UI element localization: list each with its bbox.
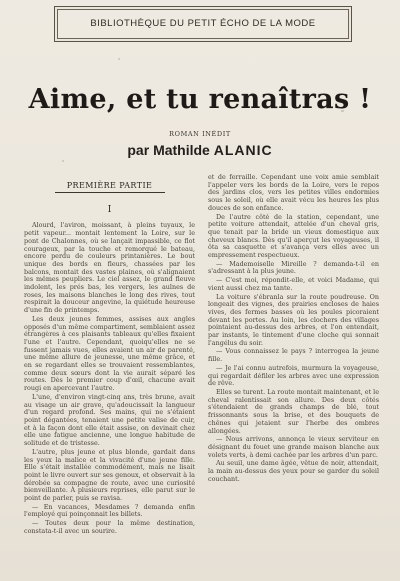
novel-title: Aime, et tu renaîtras ! xyxy=(28,84,372,115)
left-column xyxy=(24,176,195,572)
author-first-name: Mathilde xyxy=(153,142,210,158)
right-paragraph: — Mademoiselle Mireille ? demanda-t-il en s'adressant à la plus jeune. xyxy=(208,259,379,276)
paper-speck xyxy=(118,58,120,60)
left-paragraph: L'autre, plus jeune et plus blonde, gardait dans les yeux la malice et la vivacité d'une jeune fille. Elle s'était installée commodément, mais ne lisait point le livre ouvert sur ses genoux, et observait à la dérobée sa compagne de route, avec une curiosité bienveillante. À plusieurs reprises, elle parut sur le point de parler, puis se ravisa. xyxy=(24,447,195,503)
right-paragraph: La voiture s'ébranla sur la route poudreuse. On longeait des vignes, des prairies encloses de haies vives, des fermes basses où les poules picoraient devant les portes. Au loin, les clochers des villages pointaient au-dessus des arbres, et l'on entendait, par instants, le tintement d'une cloche qui sonnait l'angélus du soir. xyxy=(208,292,379,347)
part-rule xyxy=(55,192,165,193)
right-paragraph: — C'est moi, répondit-elle, et voici Madame, qui vient aussi chez ma tante. xyxy=(208,276,379,292)
right-paragraph: — Je l'ai connu autrefois, murmura la voyageuse, qui regardait défiler les arbres avec une expression de rêve. xyxy=(208,363,379,388)
right-paragraph: De l'autre côté de la station, cependant, une petite voiture attendait, attelée d'un cheval gris, que tenait par la bride un vieux domestique aux cheveux blancs. Dès qu'il aperçut les voyageuses, il ôta sa casquette et s'avança vers elles avec un empressement respectueux. xyxy=(208,212,379,260)
author-prefix: par xyxy=(127,142,150,158)
paper-speck xyxy=(62,160,64,162)
paper-speck xyxy=(341,110,344,112)
novel-subtitle: ROMAN INÉDIT xyxy=(169,130,231,138)
chapter-number: I xyxy=(107,204,112,215)
header-banner xyxy=(54,6,352,42)
right-paragraph: Au seuil, une dame âgée, vêtue de noir, attendait, la main au-dessus des yeux pour se garder du soleil couchant. xyxy=(208,459,379,483)
left-paragraph: Alourd, l'aviron, moissant, à pleins tuyaux, le petit vapeur... montait lentement la Loire, sur le pont de Chalonnes, où se lançait impassible, ce flot courageux, par la touche et remorqué le bateau, encore perdu de couleurs printanières. Le bout unique des bords en fleurs, chassées par les balcons, montait des vastes plaines, où s'alignaient les mêmes peupliers. Le ciel assez, le grand fleuve indolent, les prés bas, les vergers, les aulnes de roses, les maisons blanches le long des rives, tout respirait la douceur angevine, la quiétude heureuse d'une fin de printemps. xyxy=(24,221,195,315)
left-paragraph: — Toutes deux pour la même destination, constata-t-il avec un sourire. xyxy=(24,519,195,535)
author-surname: ALANIC xyxy=(213,142,273,158)
right-paragraph: et de ferraille. Cependant une voix amie semblait l'appeler vers les bords de la Loire, vers le repos des jardins clos, vers les petites villes endormies sous le soleil, où elle avait vécu les heures les plus douces de son enfance. xyxy=(208,174,379,212)
left-paragraph: L'une, d'environ vingt-cinq ans, très brune, avait au visage un air grave, qu'adoucissait la langueur d'un regard profond. Ses mains, qui ne s'étaient point dégantées, tenaient une petite valise de cuir, et à la façon dont elle était assise, on devinait chez elle une fatigue ancienne, une longue habitude de solitude et de tristesse. xyxy=(24,392,195,448)
right-column xyxy=(208,174,379,574)
left-paragraph: — En vacances, Mesdames ? demanda enfin l'employé qui poinçonnait les billets. xyxy=(24,502,195,519)
right-paragraph: Elles se turent. La route montait maintenant, et le cheval ralentissait son allure. Des deux côtés s'étendaient de grands champs de blé, tout frissonnants sous la brise, et des bouquets de chênes qui jetaient sur l'herbe des ombres allongées. xyxy=(208,387,379,435)
part-heading: PREMIÈRE PARTIE xyxy=(66,181,153,190)
right-paragraph: — Nous arrivons, annonça le vieux serviteur en désignant du fouet une grande maison blanche aux volets verts, à demi cachée par les arbres d'un parc. xyxy=(208,435,379,459)
header-banner-text: BIBLIOTHÈQUE DU PETIT ÉCHO DE LA MODE xyxy=(90,18,316,29)
right-paragraph: — Vous connaissez le pays ? interrogea la jeune fille. xyxy=(208,347,379,364)
author-line xyxy=(0,142,400,158)
left-paragraph: Les deux jeunes femmes, assises aux angles opposés d'un même compartiment, semblaient assez étrangères à ces plaisants tableaux qu'elles fixaient l'une et l'autre. Cependant, quoiqu'elles ne se fussent jamais vues, elles avaient un air de parenté, une même allure de jeunesse, une même grâce, et en se regardant elles se trouvaient ressemblantes, comme deux sœurs dont la vie aurait séparé les routes. Dès le premier coup d'œil, chacune avait rougi en apercevant l'autre. xyxy=(24,314,195,393)
